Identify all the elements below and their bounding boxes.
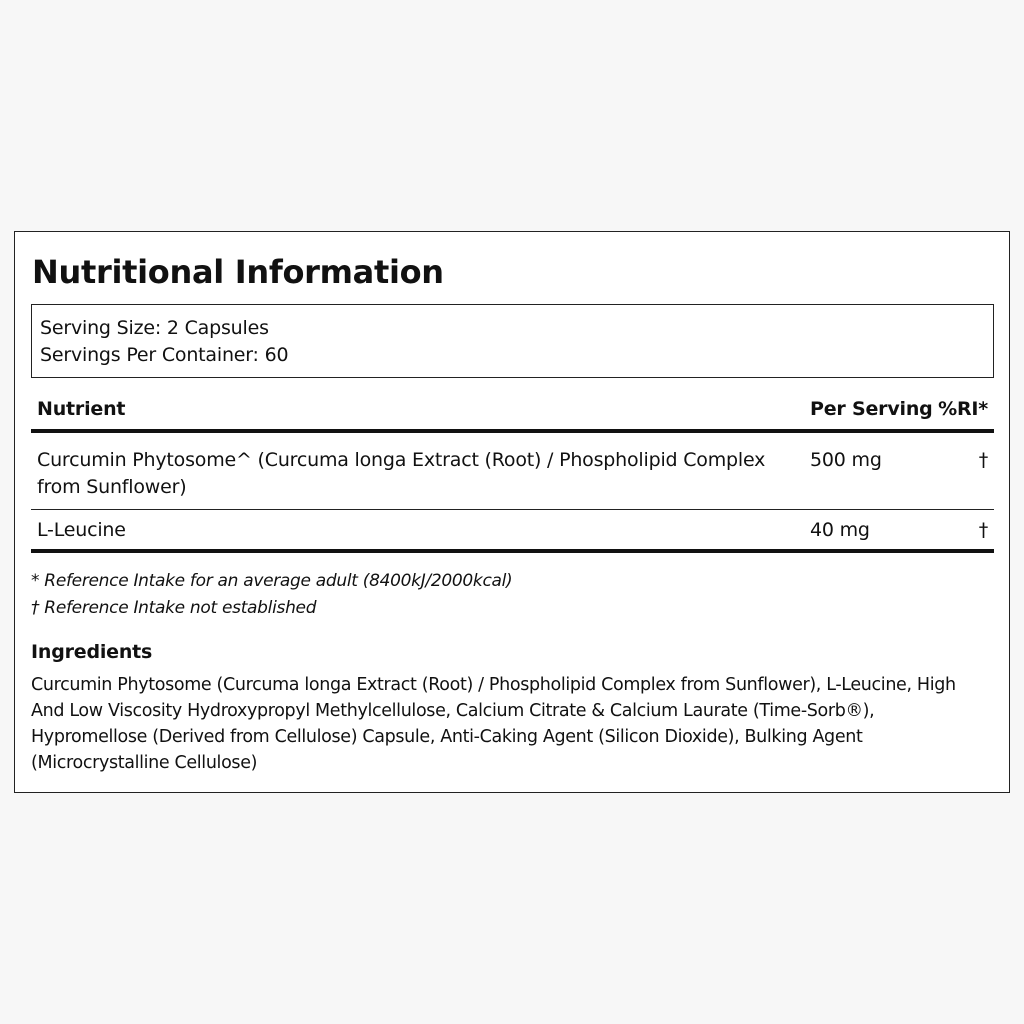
table-header-row	[31, 392, 994, 433]
servings-per-container: Servings Per Container: 60	[40, 344, 289, 366]
nutrient-ri: †	[978, 519, 988, 541]
ingredients-text: Curcumin Phytosome (Curcuma longa Extract (Root) / Phospholipid Complex from Sunflower), L-Leucine, High And Low Viscosity Hydroxypropyl Methylcellulose, Calcium Citrate & Calcium Laurate (Time-Sorb®), Hypromellose (Derived from Cellulose) Capsule, Anti-Caking Agent (Silicon Dioxide), Bulking Agent (Microcrystalline Cellulose)	[31, 675, 956, 773]
header-per-serving: Per Serving	[810, 398, 933, 420]
table-row	[31, 510, 994, 553]
nutrient-name: L-Leucine	[37, 519, 126, 541]
footnote-not-established: † Reference Intake not established	[31, 598, 317, 618]
serving-info-box	[31, 304, 994, 378]
nutrient-ri: †	[978, 449, 988, 471]
panel-title: Nutritional Information	[32, 253, 444, 291]
footnotes	[31, 568, 994, 622]
nutrition-panel	[14, 231, 1010, 793]
header-ri: %RI*	[938, 398, 988, 420]
header-nutrient: Nutrient	[37, 398, 126, 420]
table-row	[31, 433, 994, 510]
nutrient-amount: 500 mg	[810, 449, 882, 471]
nutrient-amount: 40 mg	[810, 519, 870, 541]
serving-size: Serving Size: 2 Capsules	[40, 317, 269, 339]
footnote-reference-intake: * Reference Intake for an average adult (8400kJ/2000kcal)	[31, 571, 513, 591]
nutrient-table	[31, 392, 994, 553]
ingredients-heading: Ingredients	[31, 641, 153, 663]
nutrient-name: Curcumin Phytosome^ (Curcuma longa Extract (Root) / Phospholipid Complex from Sunflower)	[37, 449, 766, 498]
